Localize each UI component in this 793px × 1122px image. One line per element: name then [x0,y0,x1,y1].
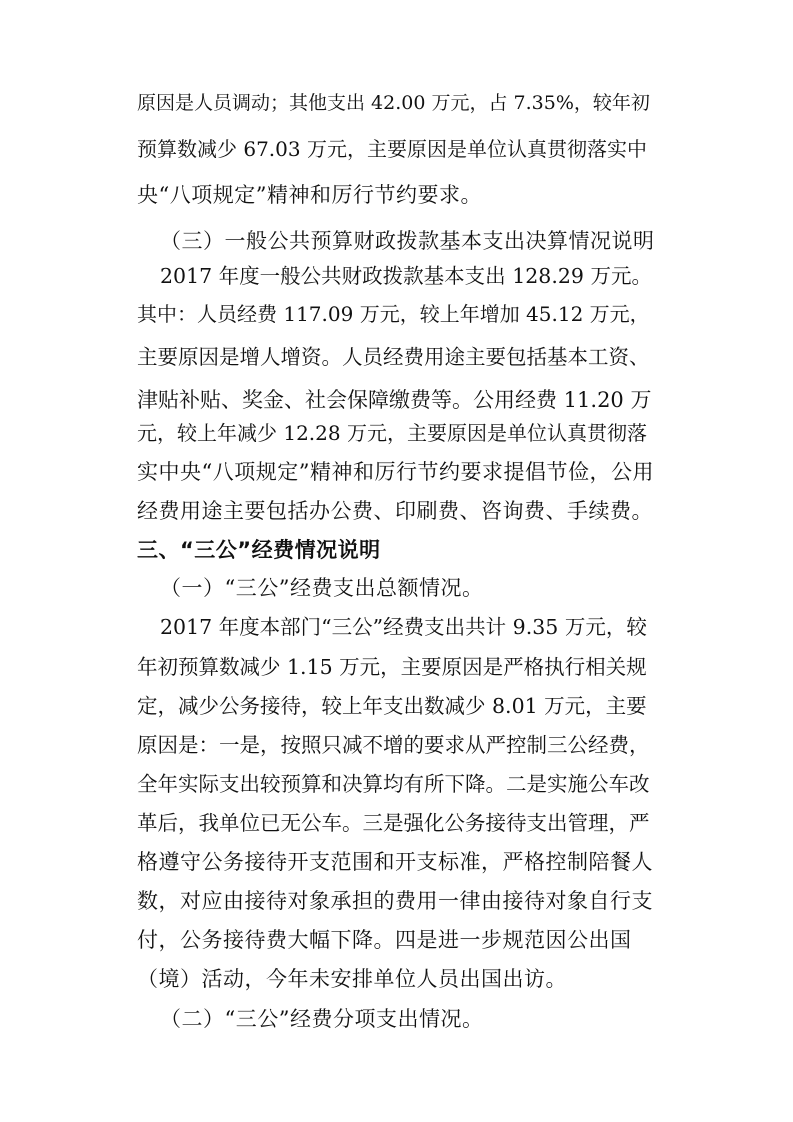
paragraph-line: 主要原因是增人增资。人员经费用途主要包括基本工资、 [137,345,650,369]
section-heading: 三、“三公”经费情况说明 [137,538,381,562]
paragraph-line: 经费用途主要包括办公费、印刷费、咨询费、手续费。 [137,499,653,523]
paragraph-line: 津贴补贴、奖金、社会保障缴费等。公用经费 11.20 万 [137,388,652,412]
paragraph-line: 革后，我单位已无公车。三是强化公务接待支出管理，严 [137,811,650,835]
paragraph-line: 全年实际支出较预算和决算均有所下降。二是实施公车改 [137,772,650,796]
paragraph-line: 数，对应由接待对象承担的费用一律由接待对象自行支 [137,889,653,913]
paragraph-line: 预算数减少 67.03 万元，主要原因是单位认真贯彻落实中 [137,137,647,161]
section-subheading: （二）“三公”经费分项支出情况。 [160,1007,484,1031]
paragraph-line: 其中：人员经费 117.09 万元，较上年增加 45.12 万元， [137,302,650,326]
paragraph-line: 付，公务接待费大幅下降。四是进一步规范因公出国 [137,928,632,952]
paragraph-line: 2017 年度本部门“三公”经费支出共计 9.35 万元，较 [160,615,647,639]
paragraph-line: 原因是：一是，按照只减不增的要求从严控制三公经费， [137,733,650,757]
paragraph-line: 2017 年度一般公共财政拨款基本支出 128.29 万元。 [160,264,652,288]
paragraph-line: 原因是人员调动；其他支出 42.00 万元，占 7.35%，较年初 [137,92,650,114]
paragraph-line: 央“八项规定”精神和厉行节约要求。 [137,183,482,207]
paragraph-line: 实中央“八项规定”精神和厉行节约要求提倡节俭，公用 [137,460,654,484]
paragraph-line: 元，较上年减少 12.28 万元，主要原因是单位认真贯彻落 [137,421,647,445]
paragraph-line: 定，减少公务接待，较上年支出数减少 8.01 万元，主要 [137,694,647,718]
paragraph-line: 格遵守公务接待开支范围和开支标准，严格控制陪餐人 [137,850,653,874]
section-subheading: （一）“三公”经费支出总额情况。 [160,576,484,600]
paragraph-line: 年初预算数减少 1.15 万元，主要原因是严格执行相关规 [137,655,647,679]
section-subheading: （三）一般公共预算财政拨款基本支出决算情况说明 [160,229,655,253]
paragraph-line: （境）活动，今年未安排单位人员出国出访。 [137,967,567,991]
